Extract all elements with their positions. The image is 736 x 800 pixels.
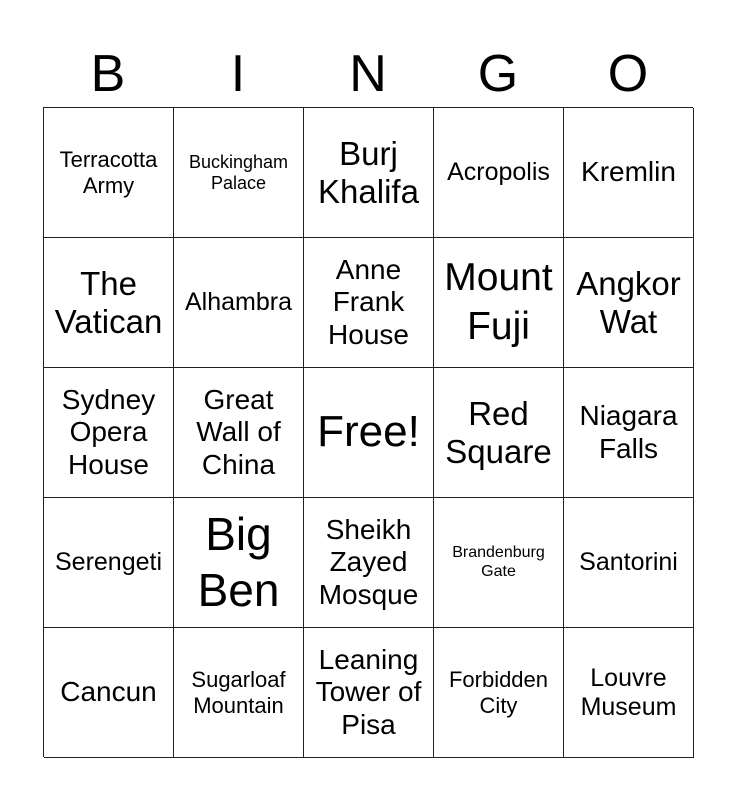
bingo-board	[43, 107, 693, 757]
bingo-cell[interactable]	[44, 368, 174, 498]
bingo-cell[interactable]	[44, 498, 174, 628]
cell-label: Sydney Opera House	[61, 384, 156, 480]
bingo-cell[interactable]	[564, 368, 694, 498]
bingo-cell[interactable]	[304, 238, 434, 368]
bingo-cell[interactable]	[434, 108, 564, 238]
cell-label: Angkor Wat	[576, 264, 681, 340]
cell-label: Forbidden City	[448, 667, 549, 718]
bingo-cell[interactable]	[44, 238, 174, 368]
header-letter-i: I	[230, 45, 246, 103]
header-letter-o: O	[607, 45, 649, 103]
cell-label: Burj Khalifa	[318, 134, 419, 210]
header-letter-n: N	[349, 45, 387, 103]
cell-label: Anne Frank House	[328, 254, 409, 350]
header-letter-g: G	[477, 45, 519, 103]
bingo-cell[interactable]	[174, 108, 304, 238]
bingo-cell[interactable]	[304, 498, 434, 628]
bingo-cell[interactable]	[174, 238, 304, 368]
bingo-cell[interactable]	[174, 368, 304, 498]
bingo-cell[interactable]	[434, 238, 564, 368]
bingo-cell[interactable]	[434, 628, 564, 758]
cell-label: Sheikh Zayed Mosque	[318, 514, 419, 610]
cell-label: Kremlin	[581, 156, 676, 188]
cell-label: The Vatican	[54, 264, 163, 340]
cell-label: Sugarloaf Mountain	[191, 667, 286, 718]
cell-label: Big Ben	[197, 508, 280, 616]
bingo-cell[interactable]	[174, 628, 304, 758]
bingo-cell[interactable]	[564, 238, 694, 368]
cell-label: Brandenburg Gate	[452, 544, 545, 580]
cell-label: Acropolis	[447, 158, 550, 187]
cell-label: Red Square	[445, 394, 552, 470]
bingo-cell[interactable]	[304, 108, 434, 238]
cell-label: Louvre Museum	[580, 663, 677, 721]
cell-label: Santorini	[579, 548, 678, 577]
bingo-cell[interactable]	[44, 108, 174, 238]
free-space-label: Free!	[317, 407, 420, 457]
bingo-cell[interactable]	[564, 498, 694, 628]
bingo-cell[interactable]	[564, 108, 694, 238]
cell-label: Niagara Falls	[579, 400, 678, 464]
bingo-cell-free[interactable]	[304, 368, 434, 498]
cell-label: Terracotta Army	[59, 147, 158, 198]
bingo-cell[interactable]	[174, 498, 304, 628]
bingo-cell[interactable]	[434, 368, 564, 498]
cell-label: Buckingham Palace	[188, 151, 289, 193]
bingo-cell[interactable]	[434, 498, 564, 628]
bingo-cell[interactable]	[304, 628, 434, 758]
cell-label: Leaning Tower of Pisa	[315, 644, 422, 740]
cell-label: Serengeti	[54, 548, 163, 577]
cell-label: Great Wall of China	[196, 384, 281, 480]
bingo-cell[interactable]	[44, 628, 174, 758]
bingo-header	[43, 42, 693, 106]
bingo-cell[interactable]	[564, 628, 694, 758]
cell-label: Alhambra	[185, 288, 292, 317]
cell-label: Cancun	[60, 676, 157, 708]
cell-label: Mount Fuji	[444, 255, 553, 348]
header-letter-b: B	[90, 45, 126, 103]
